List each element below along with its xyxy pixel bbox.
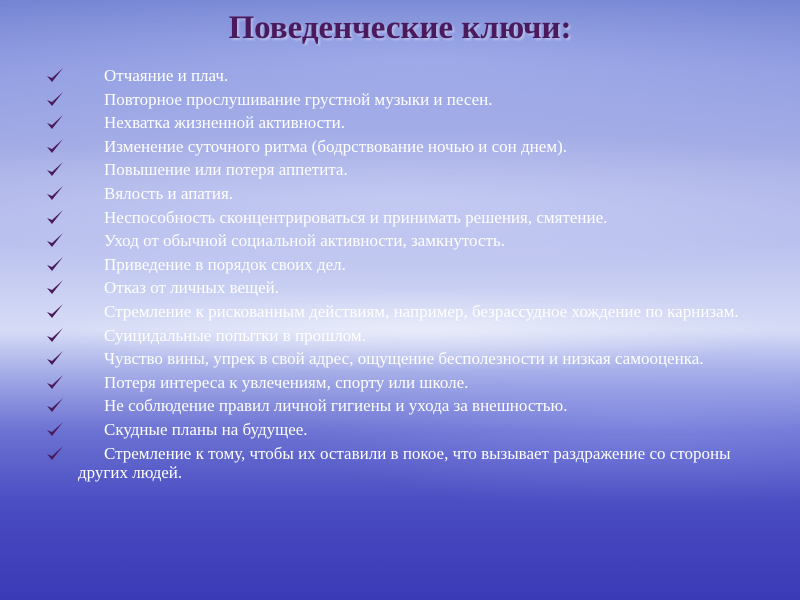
checkmark-icon bbox=[44, 326, 66, 346]
list-item bbox=[44, 231, 759, 250]
list-item bbox=[44, 444, 759, 482]
list-item-text: Нехватка жизненной активности. bbox=[104, 113, 345, 133]
bullet-list bbox=[44, 66, 759, 486]
list-item-text: Потеря интереса к увлечениям, спорту или школе. bbox=[104, 372, 469, 392]
checkmark-icon bbox=[44, 184, 66, 204]
list-item-text: Стремление к тому, чтобы их оставили в покое, что вызывает раздражение со стороны других людей. bbox=[78, 443, 731, 482]
list-item bbox=[44, 208, 759, 227]
checkmark-icon bbox=[44, 349, 66, 369]
list-item-text: Отчаяние и плач. bbox=[104, 66, 229, 85]
checkmark-icon bbox=[44, 231, 66, 251]
list-item-text: Чувство вины, упрек в свой адрес, ощущение бесполезности и низкая самооценка. bbox=[104, 349, 704, 369]
checkmark-icon bbox=[44, 137, 66, 157]
checkmark-icon bbox=[44, 278, 66, 298]
list-item bbox=[44, 373, 759, 392]
list-item-text: Приведение в порядок своих дел. bbox=[104, 254, 346, 274]
list-item-text: Повышение или потеря аппетита. bbox=[104, 160, 348, 180]
list-item-text: Повторное прослушивание грустной музыки и песен. bbox=[104, 89, 493, 109]
list-item-text: Суицидальные попытки в прошлом. bbox=[104, 325, 366, 345]
list-item-text: Не соблюдение правил личной гигиены и ухода за внешностью. bbox=[104, 396, 568, 416]
list-item-text: Уход от обычной социальной активности, замкнутость. bbox=[104, 231, 505, 251]
list-item bbox=[44, 255, 759, 274]
checkmark-icon bbox=[44, 255, 66, 275]
list-item-text: Скудные планы на будущее. bbox=[104, 419, 308, 439]
list-item bbox=[44, 396, 759, 415]
list-item bbox=[44, 326, 759, 345]
checkmark-icon bbox=[44, 420, 66, 440]
checkmark-icon bbox=[44, 444, 66, 464]
checkmark-icon bbox=[44, 90, 66, 110]
list-item-text: Изменение суточного ритма (бодрствование ночью и сон днем). bbox=[104, 136, 567, 156]
slide-title: Поведенческие ключи: bbox=[228, 10, 572, 46]
list-item bbox=[44, 302, 759, 321]
checkmark-icon bbox=[44, 160, 66, 180]
list-item bbox=[44, 66, 759, 85]
list-item-text: Отказ от личных вещей. bbox=[104, 278, 280, 298]
list-item bbox=[44, 420, 759, 439]
checkmark-icon bbox=[44, 66, 66, 86]
list-item bbox=[44, 160, 759, 179]
list-item-text: Вялость и апатия. bbox=[104, 183, 234, 203]
checkmark-icon bbox=[44, 396, 66, 416]
checkmark-icon bbox=[44, 302, 66, 322]
list-item-text: Стремление к рискованным действиям, например, безрассудное хождение по карнизам. bbox=[104, 301, 739, 321]
checkmark-icon bbox=[44, 113, 66, 133]
list-item bbox=[44, 184, 759, 203]
list-item bbox=[44, 349, 759, 368]
checkmark-icon bbox=[44, 373, 66, 393]
list-item bbox=[44, 137, 759, 156]
list-item-text: Неспособность сконцентрироваться и принимать решения, смятение. bbox=[104, 207, 608, 227]
list-item bbox=[44, 278, 759, 297]
list-item bbox=[44, 113, 759, 132]
checkmark-icon bbox=[44, 208, 66, 228]
list-item bbox=[44, 90, 759, 109]
